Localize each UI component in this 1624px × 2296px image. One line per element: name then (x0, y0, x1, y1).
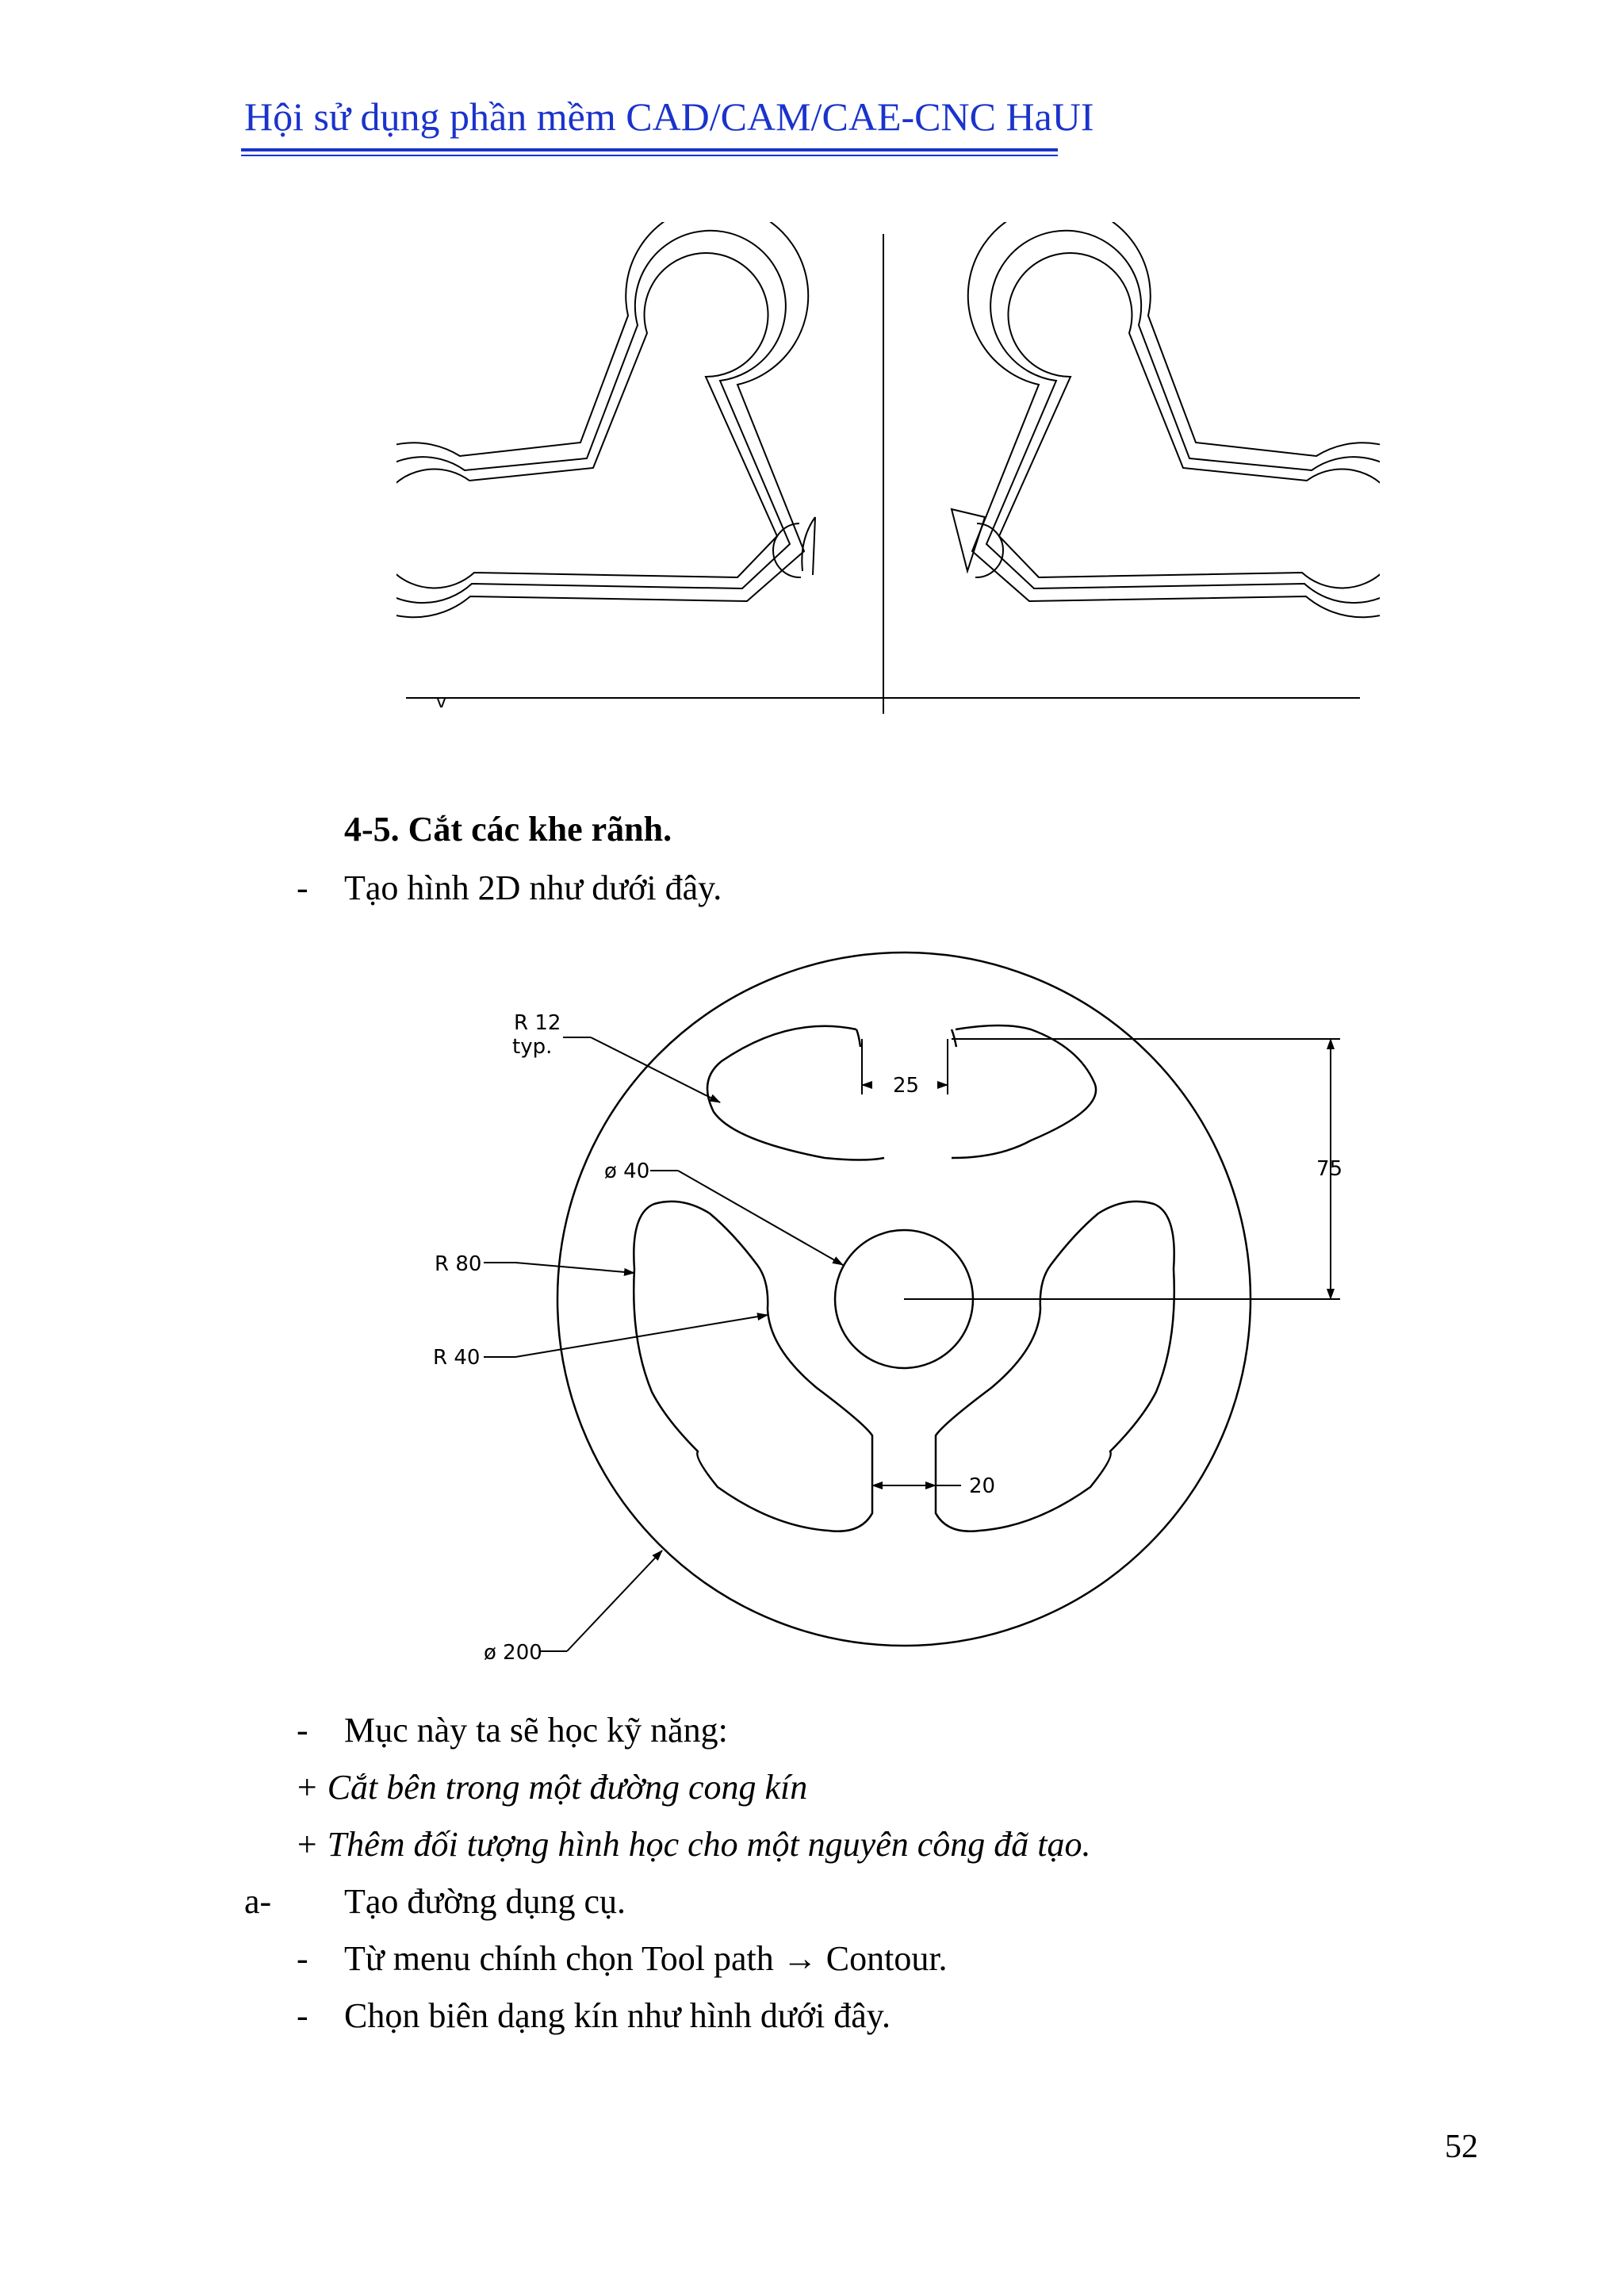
dim-25: 25 (893, 1074, 920, 1098)
dim-r80: R 80 (435, 1252, 482, 1276)
dim-d200: ø 200 (484, 1641, 542, 1665)
left-contour-mid (396, 231, 790, 603)
dim-r40: R 40 (433, 1346, 481, 1370)
sub-item: + Thêm đối tượng hình học cho một nguyên công đã tạo. (295, 1825, 1091, 1864)
bullet-dash: - (297, 1996, 308, 2035)
toolpath-figure (396, 222, 1380, 730)
dim-75: 75 (1316, 1157, 1343, 1181)
bullet-dash: - (297, 868, 308, 907)
dim-d40: ø 40 (604, 1159, 650, 1183)
header-rule (241, 148, 1058, 151)
sub-item: + Cắt bên trong một đường cong kín (295, 1768, 808, 1807)
page-header: Hội sử dụng phần mềm CAD/CAM/CAE-CNC HaUI (244, 94, 1094, 139)
step-label: a- (244, 1882, 272, 1921)
dim-r12: R 12 (514, 1011, 561, 1035)
section-heading: 4-5. Cắt các khe rãnh. (344, 810, 672, 849)
bullet-text: Chọn biên dạng kín như hình dưới đây. (344, 1996, 891, 2035)
axis-label: v (436, 692, 447, 712)
left-contour-inner (396, 253, 777, 588)
bullet-dash: - (297, 1939, 308, 1978)
dim-20: 20 (969, 1474, 996, 1498)
slot-left (634, 1202, 872, 1531)
bullet-text: Tạo hình 2D như dưới đây. (344, 868, 722, 907)
wheel-drawing (396, 928, 1380, 1689)
bullet-text: Từ menu chính chọn Tool path → Contour. (344, 1939, 948, 1978)
right-contour-mid (986, 231, 1380, 603)
page-number: 52 (1445, 2129, 1478, 2165)
right-cutter (952, 509, 1003, 577)
bullet-dash: - (297, 1711, 308, 1750)
step-text: Tạo đường dụng cụ. (344, 1882, 626, 1921)
dim-r12-typ: typ. (512, 1035, 553, 1059)
right-contour-inner (999, 253, 1380, 588)
header-rule-thin (241, 155, 1058, 156)
bullet-text: Mục này ta sẽ học kỹ năng: (344, 1711, 728, 1750)
